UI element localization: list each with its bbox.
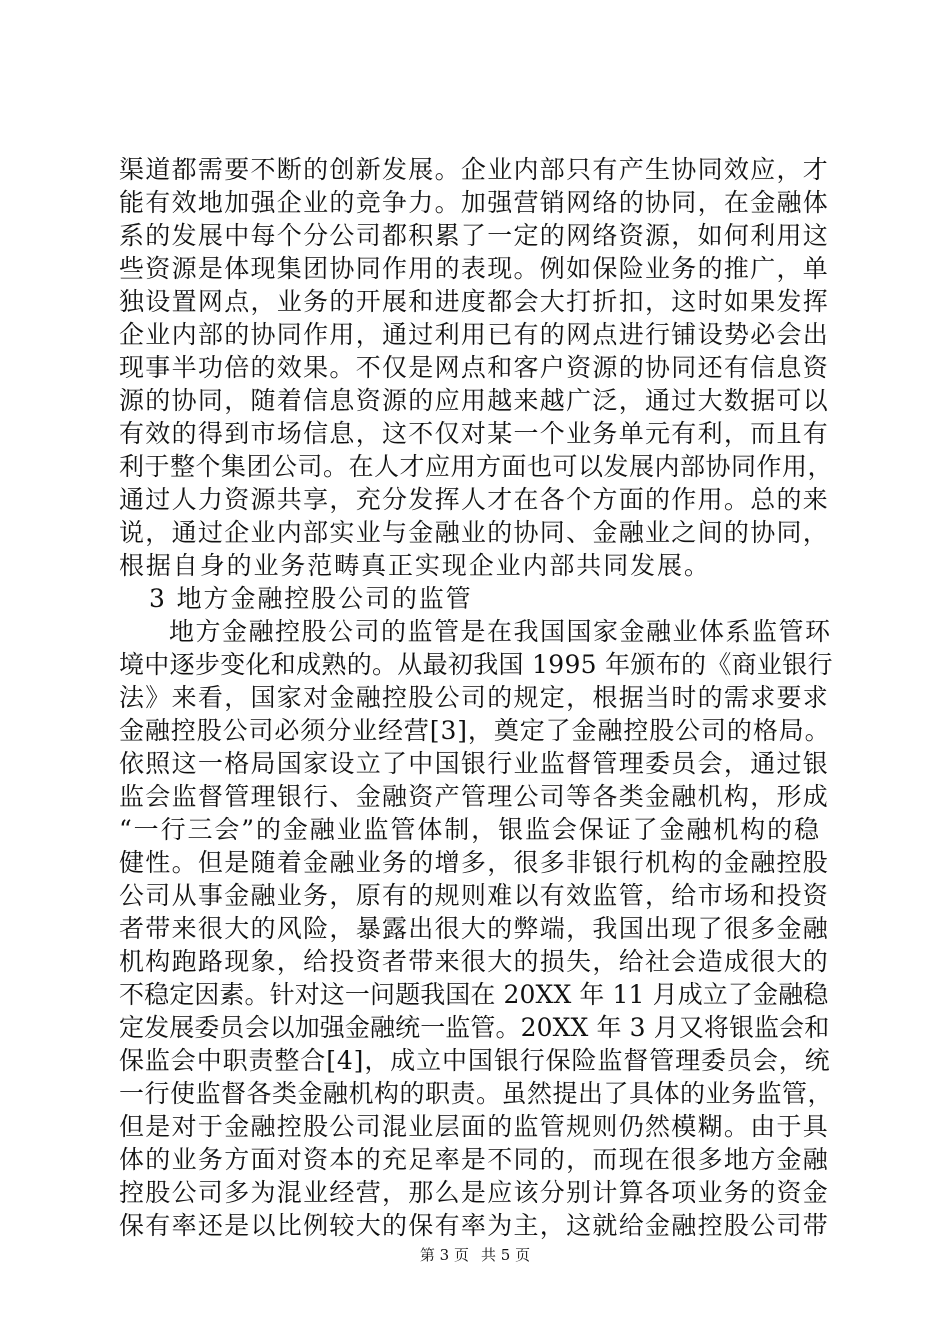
text-line: 金融控股公司必须分业经营[3]，奠定了金融控股公司的格局。 [119,716,831,745]
text-line: 企业内部的协同作用，通过利用已有的网点进行铺设势必会出 [119,320,830,349]
text-line: 系的发展中每个分公司都积累了一定的网络资源，如何利用这 [119,221,830,250]
text-line: 说，通过企业内部实业与金融业的协同、金融业之间的协同， [119,518,830,547]
document-body [119,153,833,1242]
text-line: 现事半功倍的效果。不仅是网点和客户资源的协同还有信息资 [119,353,830,382]
text-line: 些资源是体现集团协同作用的表现。例如保险业务的推广，单 [119,254,830,283]
text-line: 者带来很大的风险，暴露出很大的弊端，我国出现了很多金融 [119,914,830,943]
text-line: 但是对于金融控股公司混业层面的监管规则仍然模糊。由于具 [119,1112,830,1141]
text-line: 有效的得到市场信息，这不仅对某一个业务单元有利，而且有 [119,419,830,448]
text-line: 法》来看，国家对金融控股公司的规定，根据当时的需求要求 [119,683,830,712]
text-line: 健性。但是随着金融业务的增多，很多非银行机构的金融控股 [119,848,830,877]
text-line: 公司从事金融业务，原有的规则难以有效监管，给市场和投资 [119,881,830,910]
text-line: 通过人力资源共享，充分发挥人才在各个方面的作用。总的来 [119,485,830,514]
text-line: 境中逐步变化和成熟的。从最初我国 1995 年颁布的《商业银行 [119,650,833,679]
text-line: 保有率还是以比例较大的保有率为主，这就给金融控股公司带 [119,1211,830,1240]
text-line: 依照这一格局国家设立了中国银行业监督管理委员会，通过银 [119,749,830,778]
text-line: 保监会中职责整合[4]，成立中国银行保险监督管理委员会，统 [119,1046,831,1075]
text-line: 地方金融控股公司的监管是在我国国家金融业体系监管环 [169,617,832,646]
text-line: 监会监督管理银行、金融资产管理公司等各类金融机构，形成 [119,782,830,811]
text-line: 控股公司多为混业经营，那么是应该分别计算各项业务的资金 [119,1178,830,1207]
text-line: 独设置网点，业务的开展和进度都会大打折扣，这时如果发挥 [119,287,830,316]
section-heading: 3 地方金融控股公司的监管 [149,584,473,613]
text-line: 能有效地加强企业的竞争力。加强营销网络的协同，在金融体 [119,188,830,217]
text-line: 体的业务方面对资本的充足率是不同的，而现在很多地方金融 [119,1145,830,1174]
text-line: 定发展委员会以加强金融统一监管。20XX 年 3 月又将银监会和 [119,1013,830,1042]
text-line: 利于整个集团公司。在人才应用方面也可以发展内部协同作用， [119,452,834,481]
text-line: “一行三会”的金融业监管体制，银监会保证了金融机构的稳 [119,815,821,844]
text-line: 不稳定因素。针对这一问题我国在 20XX 年 11 月成立了金融稳 [119,980,829,1009]
page-number: 第 3 页 [419,1246,469,1264]
text-line: 源的协同，随着信息资源的应用越来越广泛，通过大数据可以 [119,386,830,415]
page-total: 共 5 页 [481,1246,531,1264]
page-footer [0,1245,950,1265]
text-line: 机构跑路现象，给投资者带来很大的损失，给社会造成很大的 [119,947,830,976]
text-line: 根据自身的业务范畴真正实现企业内部共同发展。 [119,551,711,580]
text-line: 一行使监督各类金融机构的职责。虽然提出了具体的业务监管， [119,1079,834,1108]
text-line: 渠道都需要不断的创新发展。企业内部只有产生协同效应，才 [119,155,830,184]
